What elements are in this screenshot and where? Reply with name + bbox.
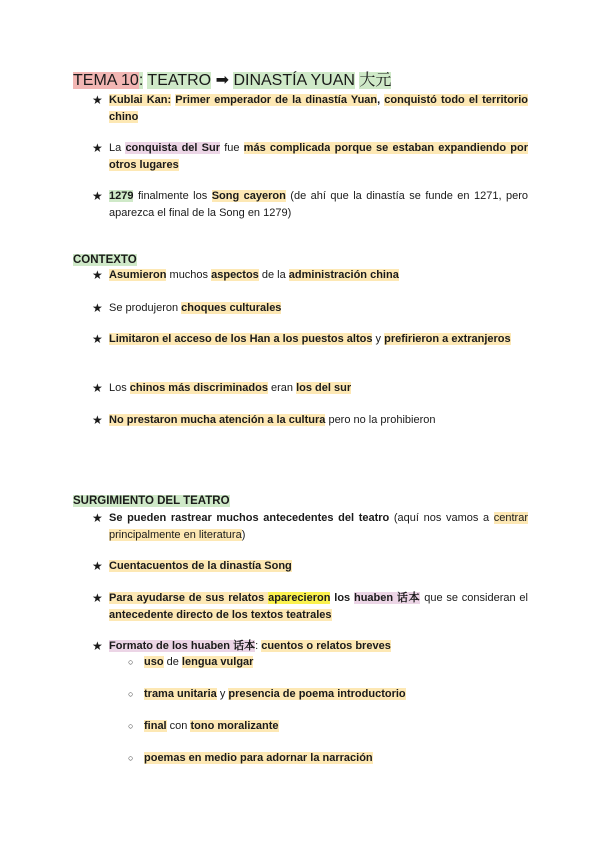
text-span: Formato de los huaben 话本	[109, 640, 256, 652]
text-span: aparecieron	[268, 592, 331, 604]
text-span: uso	[144, 656, 164, 668]
title-colon: :	[138, 72, 144, 89]
text-span: Song cayeron	[211, 190, 286, 202]
text-span: Cuentacuentos de la dinastía Song	[109, 560, 292, 572]
text-span: Para ayudarse de sus relatos	[109, 592, 269, 604]
text-span: Kublai Kan:	[109, 94, 172, 106]
text-span: que se consideran el	[420, 592, 528, 604]
text-span: :	[255, 640, 262, 652]
text-span: fue	[220, 142, 244, 154]
text-span: conquistó todo el territorio chino	[109, 94, 528, 123]
text-span: los del sur	[296, 382, 352, 394]
text-span: aspectos	[211, 269, 259, 281]
list-item	[92, 510, 528, 544]
list-item	[92, 590, 528, 624]
sub-list-item	[128, 654, 528, 671]
section-heading-contexto	[73, 252, 137, 268]
text-span: poemas en medio para adornar la narración	[144, 752, 373, 764]
text-span: eran	[267, 382, 297, 394]
star-icon: ★	[92, 268, 103, 282]
text-span: Limitaron el acceso de los Han a los puestos altos	[109, 333, 373, 345]
text-span: lengua vulgar	[181, 656, 254, 668]
list-item	[92, 412, 528, 429]
list-item	[92, 267, 528, 284]
title-teatro: TEATRO	[147, 72, 212, 89]
text-span: administración china	[288, 269, 399, 281]
list-item	[92, 300, 528, 317]
text-span: Se produjeron	[109, 302, 182, 314]
star-icon: ★	[92, 332, 103, 346]
text-span: y	[372, 333, 385, 345]
sub-list-item	[128, 686, 528, 703]
text-span: presencia de poema introductorio	[228, 688, 406, 700]
text-span: cuentos o relatos breves	[261, 640, 391, 652]
text-span: )	[241, 529, 246, 541]
heading-text: CONTEXTO	[73, 254, 137, 266]
circle-bullet-icon: ○	[128, 721, 134, 731]
text-span: tono moralizante	[190, 720, 279, 732]
sub-list-item	[128, 750, 528, 767]
text-span: choques culturales	[181, 302, 282, 314]
section-heading-surgimiento	[73, 493, 230, 509]
title-dinastia: DINASTÍA YUAN	[233, 72, 355, 89]
text-span: de	[163, 656, 182, 668]
text-span: más complicada	[243, 142, 331, 154]
list-item	[92, 558, 528, 575]
text-span: Se pueden rastrear muchos antecedentes del teatro	[109, 512, 390, 524]
text-span: (aquí nos vamos a	[389, 512, 494, 524]
text-span: unitaria	[173, 688, 217, 700]
text-span: huaben 话本	[353, 592, 421, 604]
text-span: Los	[109, 382, 130, 394]
star-icon: ★	[92, 381, 103, 395]
text-span: conquista del Sur	[125, 142, 220, 154]
text-span: los	[330, 592, 354, 604]
text-span: antecedente directo de los textos teatrales	[109, 609, 332, 621]
text-span: final	[144, 720, 167, 732]
text-span: muchos	[166, 269, 212, 281]
text-span: La	[109, 142, 126, 154]
text-span: porque se estaban expandiendo por otros lugares	[109, 142, 528, 171]
list-item	[92, 380, 528, 397]
star-icon: ★	[92, 189, 103, 203]
sub-list-item	[128, 718, 528, 735]
text-span: Primer emperador de la dinastía Yuan	[175, 94, 378, 106]
text-span: con	[166, 720, 191, 732]
text-span: 1279	[109, 190, 134, 202]
star-icon: ★	[92, 511, 103, 525]
text-span: Asumieron	[109, 269, 167, 281]
list-item	[92, 331, 528, 348]
text-span: trama	[144, 688, 174, 700]
circle-bullet-icon: ○	[128, 689, 134, 699]
star-icon: ★	[92, 559, 103, 573]
arrow-icon: ➡	[215, 72, 229, 89]
text-span: prefirieron a extranjeros	[384, 333, 511, 345]
text-span: ,	[377, 94, 385, 106]
star-icon: ★	[92, 301, 103, 315]
star-icon: ★	[92, 141, 103, 155]
list-item	[92, 188, 528, 222]
list-item	[92, 140, 528, 174]
text-span: y	[216, 688, 229, 700]
list-item	[92, 638, 528, 655]
circle-bullet-icon: ○	[128, 657, 134, 667]
star-icon: ★	[92, 591, 103, 605]
circle-bullet-icon: ○	[128, 753, 134, 763]
title-hanzi: 大元	[359, 72, 392, 89]
text-span: chinos más discriminados	[129, 382, 268, 394]
title-tema: TEMA 10	[73, 72, 139, 89]
star-icon: ★	[92, 413, 103, 427]
text-span: (de ahí que la dinastía se funde en 1271, pero aparezca el final de la Song en 1279)	[109, 190, 528, 219]
text-span: de la	[258, 269, 289, 281]
page-title	[73, 71, 391, 91]
text-span: No prestaron mucha atención a la cultura	[109, 414, 326, 426]
star-icon: ★	[92, 639, 103, 653]
heading-text: SURGIMIENTO DEL TEATRO	[73, 495, 230, 507]
text-span: pero no la prohibieron	[325, 414, 436, 426]
star-icon: ★	[92, 93, 103, 107]
text-span: finalmente los	[133, 190, 212, 202]
text-span: centrar principalmente en literatura	[109, 512, 528, 541]
list-item	[92, 92, 528, 126]
